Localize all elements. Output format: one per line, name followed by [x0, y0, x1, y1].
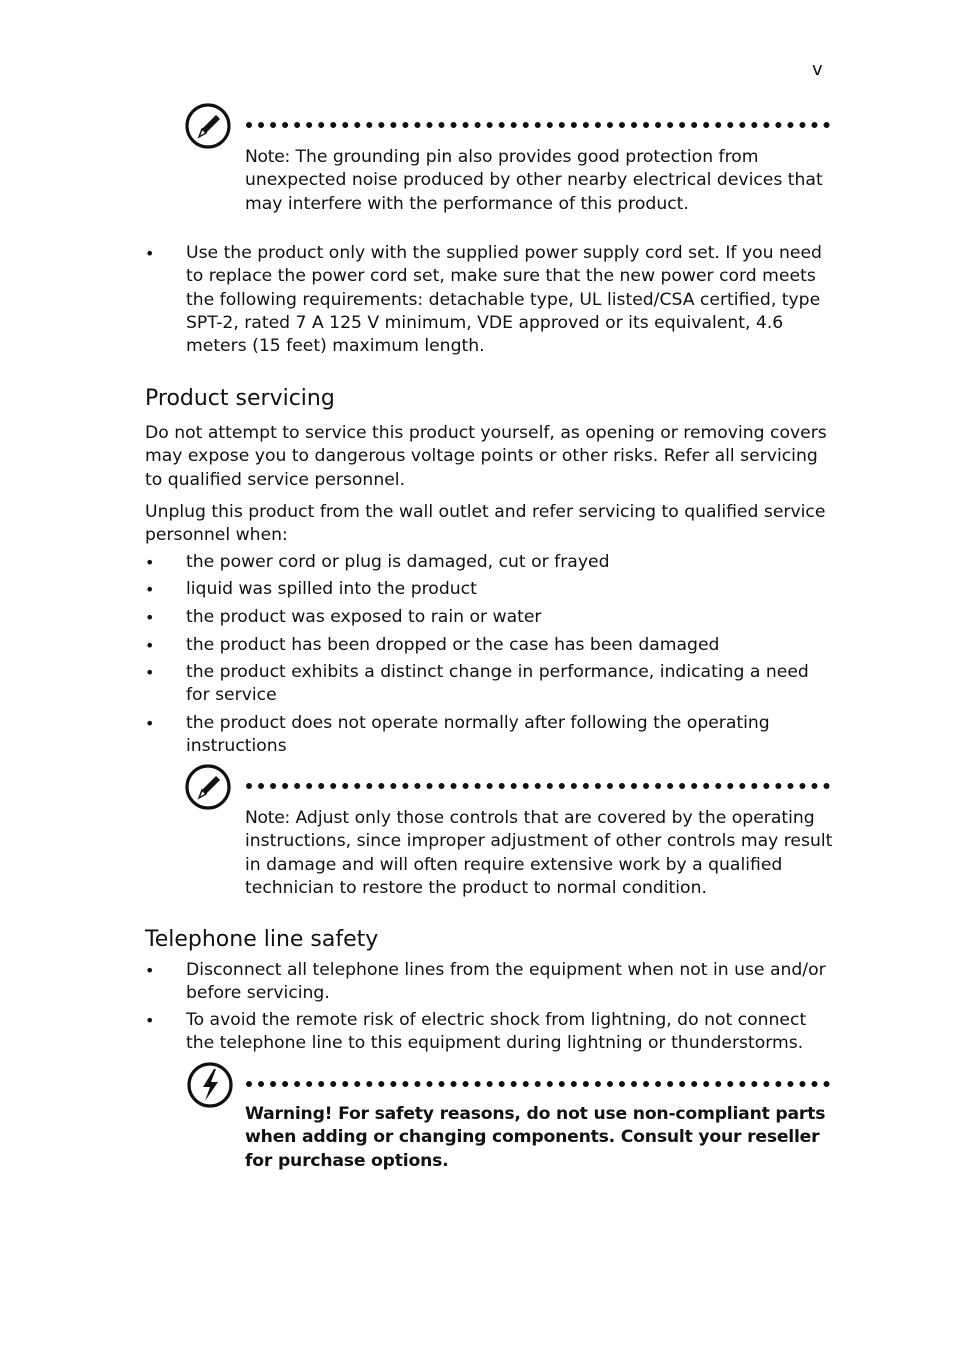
- note-divider: [246, 122, 830, 128]
- note-divider: [246, 783, 830, 789]
- page-number: v: [812, 59, 823, 80]
- list-item: • To avoid the remote risk of electric shock from lightning, do not connect the telephone line to this equipment during lightning or thunderstorms.: [145, 1009, 835, 1056]
- list-item: • Use the product only with the supplied power supply cord set. If you need to replace the power cord set, make sure that the new power cord meets the following requirements: detachable type, UL listed/CSA certified, type SPT-2, rated 7 A 125 V minimum, VDE approved or its equivalent, 4.6 meters (15 feet) maximum length.: [145, 242, 835, 358]
- power-cord-list: [145, 242, 835, 358]
- list-item: • the product does not operate normally after following the operating instructions: [145, 712, 835, 759]
- note-label: Note:: [245, 808, 290, 828]
- list-item: • Disconnect all telephone lines from the equipment when not in use and/or before servicing.: [145, 959, 835, 1006]
- paragraph: Do not attempt to service this product yourself, as opening or removing covers may expose you to dangerous voltage points or other risks. Refer all servicing to qualified service personnel.: [145, 423, 827, 490]
- section-heading-product-servicing: Product servicing: [145, 386, 335, 411]
- warning-divider: [246, 1081, 830, 1087]
- list-item: • the power cord or plug is damaged, cut or frayed: [145, 551, 835, 574]
- note-body: The grounding pin also provides good protection from unexpected noise produced by other nearby electrical devices that may interfere with the performance of this product.: [245, 147, 823, 214]
- note-body: Adjust only those controls that are covered by the operating instructions, since improper adjustment of other controls may result in damage and will often require extensive work by a qualified technician to restore the product to normal condition.: [245, 808, 833, 898]
- paragraph: Unplug this product from the wall outlet and refer servicing to qualified service personnel when:: [145, 502, 826, 546]
- note-label: Note:: [245, 147, 290, 167]
- list-item: • the product has been dropped or the case has been damaged: [145, 634, 835, 657]
- pencil-note-icon: [184, 763, 232, 811]
- warning-text: Warning! For safety reasons, do not use non-compliant parts when adding or changing components. Consult your reseller for purchase options.: [245, 1104, 826, 1171]
- pencil-note-icon: [184, 102, 232, 150]
- list-item: • the product exhibits a distinct change in performance, indicating a need for service: [145, 661, 835, 708]
- note-adjust-controls: [245, 807, 835, 900]
- list-item: • the product was exposed to rain or water: [145, 606, 835, 629]
- list-item: • liquid was spilled into the product: [145, 578, 835, 601]
- section-heading-telephone-line-safety: Telephone line safety: [145, 927, 379, 952]
- note-grounding-pin: [245, 146, 835, 216]
- lightning-warning-icon: [186, 1061, 234, 1109]
